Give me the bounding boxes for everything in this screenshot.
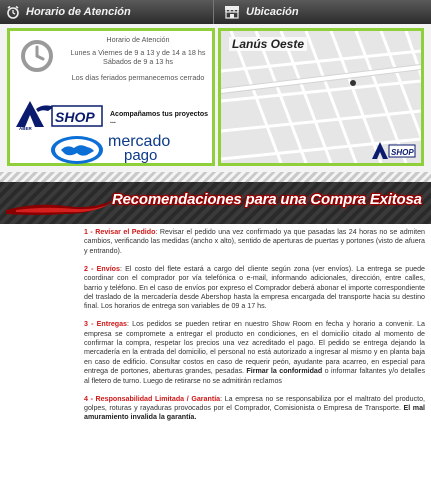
hours-header <box>0 0 213 24</box>
location-header <box>213 0 431 24</box>
mercado-pago-logo[interactable] <box>108 135 170 163</box>
recommendations-banner-title: Recomendaciones para una Compra Exitosa <box>112 191 422 208</box>
recommendation-heading: 1 - Revisar el Pedido <box>84 228 156 236</box>
recommendation-bold-text: Firmar la conformidad <box>246 367 323 376</box>
decorative-stripe <box>0 172 431 182</box>
storefront-icon <box>224 5 240 19</box>
recommendation-text: : Los pedidos se pueden retirar en nuestro Show Room en fecha y horario a convenir. La empresa se compromete a entregar el producto en condiciones, en el domicilio citado al momento de confirmar la compra, respetar los precios una vez acreditado el pago. El pedido se entrega dejando la mercadería en la entrada del domicilio, el personal no está autorizado a ingresar al mismo y en planta baja en caso de edificio. Consultar costos en caso de requerir peón, ayudante para acarreo, en especial para entrega de portones, aberturas grandes, pesadas. <box>84 320 426 376</box>
location-map[interactable] <box>218 28 424 166</box>
recommendation-text: : Revisar el pedido una vez confirmado ya que pasadas las 24 horas no se admiten cambios, verificando las medidas (ancho x alto), sentido de aperturas de puertas y portones (visto de afuera y entrando). <box>84 228 426 255</box>
recommendation-text: : La empresa no se responsabiliza por el maltrato del producto, golpes, roturas y rayaduras provocados por el Comprador, Comisionista o Empresa de Transporte. <box>84 394 426 412</box>
map-logo-text: SHOP <box>391 148 414 157</box>
recommendations-banner <box>0 182 431 224</box>
hours-holidays: Los días feriados permanecemos cerrado <box>71 72 205 82</box>
map-shop-logo <box>371 139 417 161</box>
logo-main-text: SHOP <box>55 109 95 125</box>
hours-title: Horario de Atención <box>106 35 170 44</box>
opening-hours <box>60 35 216 82</box>
hours-box <box>7 28 215 166</box>
info-panel <box>0 24 431 172</box>
recommendation-item <box>84 395 425 423</box>
top-header-bar <box>0 0 431 24</box>
hours-header-title: Horario de Atención <box>26 6 131 18</box>
map-title: Lanús Oeste <box>229 37 307 51</box>
recommendation-item <box>84 320 425 386</box>
alarm-clock-icon <box>6 5 20 19</box>
hours-saturday: Sábados de 9 a 13 hs <box>103 57 173 67</box>
hours-weekdays: Lunes a Viernes de 9 a 13 y de 14 a 18 hs <box>70 48 206 58</box>
location-header-title: Ubicación <box>246 6 299 18</box>
flame-decoration-icon <box>6 188 116 218</box>
recommendation-item <box>84 228 425 256</box>
recommendations-list <box>84 228 425 431</box>
recommendation-tail-text: o informar faltantes y/o detalles al fletero de turno. Luego de retirarse no se admitirán reclamos <box>84 367 426 385</box>
mercado-pago-line2: pago <box>124 147 158 164</box>
recommendation-bold-text: El mal amuramiento invalida la garantía. <box>84 404 425 422</box>
abershop-logo[interactable] <box>14 97 104 131</box>
promo-text: Acompañamos tus proyectos ... <box>110 111 209 125</box>
recommendation-heading: 4 - Responsabilidad Limitada / Garantía <box>84 394 221 403</box>
recommendation-text: : El costo del flete estará a cargo del cliente según zona (ver envíos). La entrega se puede coordinar con el comprador por vía telefónica o e-mail, informando adicionales, dirección, entre calles, barrio y teléfono. En el caso de envíos por expreso el Comprador deberá abonar el importe correspondiente del traslado de la mercadería desde Abershop hasta la empresa encargada del transporte hacia su destino final. Los horarios de entrega son variables de 09 a 17 hs. <box>84 264 425 311</box>
mercado-pago-line1: mercado <box>108 133 171 150</box>
recommendation-heading: 3 - Entregas <box>84 320 128 329</box>
clock-icon <box>20 39 54 73</box>
recommendation-item <box>84 265 425 312</box>
logo-small-text: ABER <box>19 126 32 131</box>
mercado-pago-handshake-icon <box>50 135 104 165</box>
recommendation-heading: 2 - Envíos <box>84 264 120 273</box>
